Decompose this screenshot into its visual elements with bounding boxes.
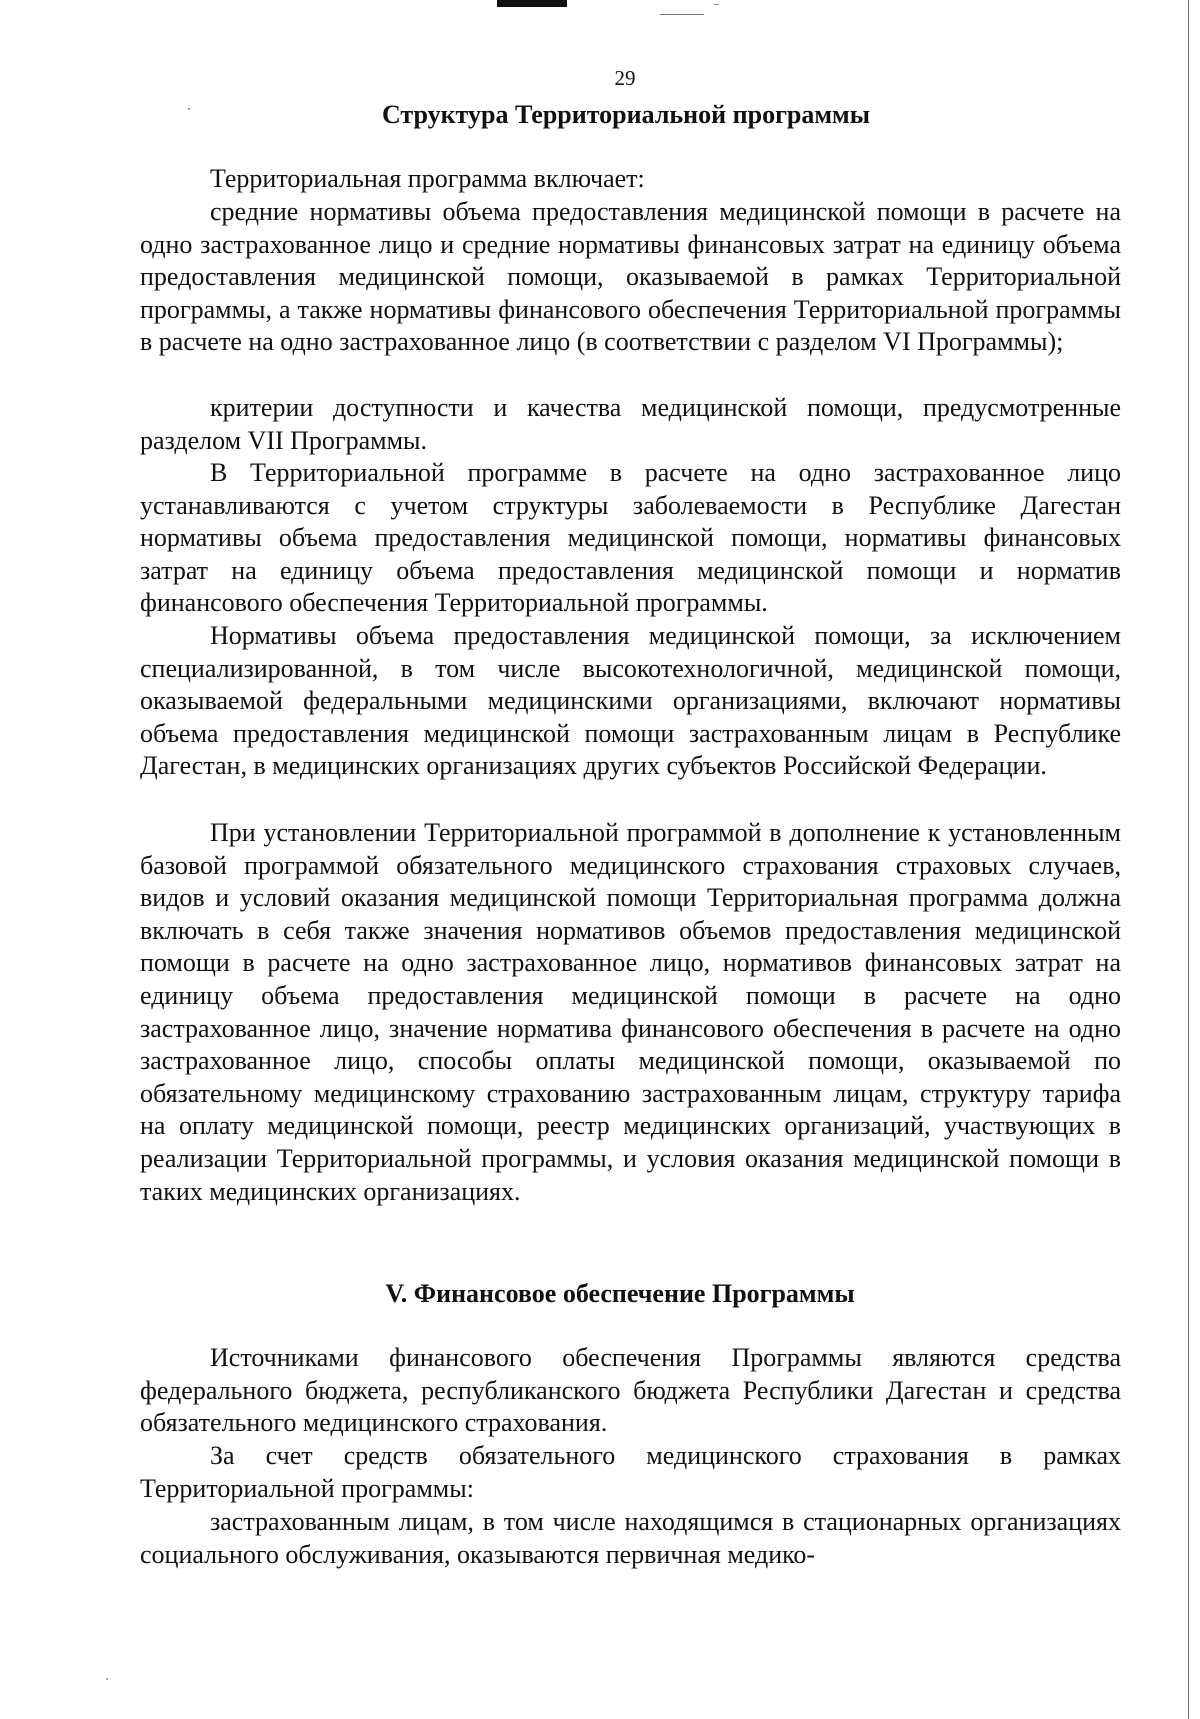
scan-artifact-bottom-dot: [106, 1678, 108, 1680]
section-heading-financing: V. Финансовое обеспечение Программы: [385, 1279, 855, 1308]
scan-artifact-top-bar: [497, 0, 567, 7]
paragraph-funding-sources: Источниками финансового обеспечения Программы являются средства федерального бюджета, республиканского бюджета Республики Дагестан и средства обязательного медицинского страхования.: [140, 1343, 1121, 1438]
paragraph-insured-persons: застрахованным лицам, в том числе находящимся в стационарных организациях социального обслуживания, оказываются первичная медико-: [140, 1507, 1121, 1569]
paragraph-quality-criteria: критерии доступности и качества медицинской помощи, предусмотренные разделом VII Программы.: [140, 393, 1121, 455]
paragraph-volume-norms: Нормативы объема предоставления медицинской помощи, за исключением специализированной, в том числе высокотехнологичной, медицинской помощи, оказываемой федеральными медицинскими организациями, включают нормативы объема предоставления медицинской помощи застрахованным лицам в Республике Дагестан, в медицинских организациях других субъектов Российской Федерации.: [140, 621, 1121, 781]
scan-artifact-top-dash: [660, 14, 704, 15]
scan-artifact-top-dot: [714, 4, 719, 5]
paragraph-norms-established: В Территориальной программе в расчете на одно застрахованное лицо устанавливаются с учетом структуры заболеваемости в Республике Дагестан нормативы объема предоставления медицинской помощи, нормативы финансовых затрат на единицу объема предоставления медицинской помощи и норматив финансового обеспечения Территориальной программы.: [140, 458, 1121, 618]
paragraph-average-norms: средние нормативы объема предоставления медицинской помощи в расчете на одно застрахованное лицо и средние нормативы финансовых затрат на единицу объема предоставления медицинской помощи, оказываемой в рамках Территориальной программы, а также нормативы финансового обеспечения Территориальной программы в расчете на одно застрахованное лицо (в соответствии с разделом VI Программы);: [140, 197, 1121, 357]
scan-page-edge-line: [1188, 0, 1189, 1719]
section-heading-structure: Структура Территориальной программы: [381, 100, 871, 129]
paragraph-additional-cases: При установлении Территориальной программой в дополнение к установленным базовой программой обязательного медицинского страхования страховых случаев, видов и условий оказания медицинской помощи Территориальная программа должна включать в себя также значения нормативов объемов предоставления медицинской помощи в расчете на одно застрахованное лицо, нормативов финансовых затрат на единицу объема предоставления медицинской помощи в расчете на одно застрахованное лицо, значение норматива финансового обеспечения в расчете на одно застрахованное лицо, способы оплаты медицинской помощи, оказываемой по обязательному медицинскому страхованию застрахованным лицам, структуру тарифа на оплату медицинской помощи, реестр медицинских организаций, участвующих в реализации Территориальной программы, и условия оказания медицинской помощи в таких медицинских организациях.: [140, 818, 1121, 1206]
paragraph-program-includes: Территориальная программа включает:: [210, 164, 645, 193]
paragraph-oms-funds: За счет средств обязательного медицинского страхования в рамках Территориальной программы:: [140, 1441, 1121, 1503]
page-number: 29: [614, 66, 636, 90]
